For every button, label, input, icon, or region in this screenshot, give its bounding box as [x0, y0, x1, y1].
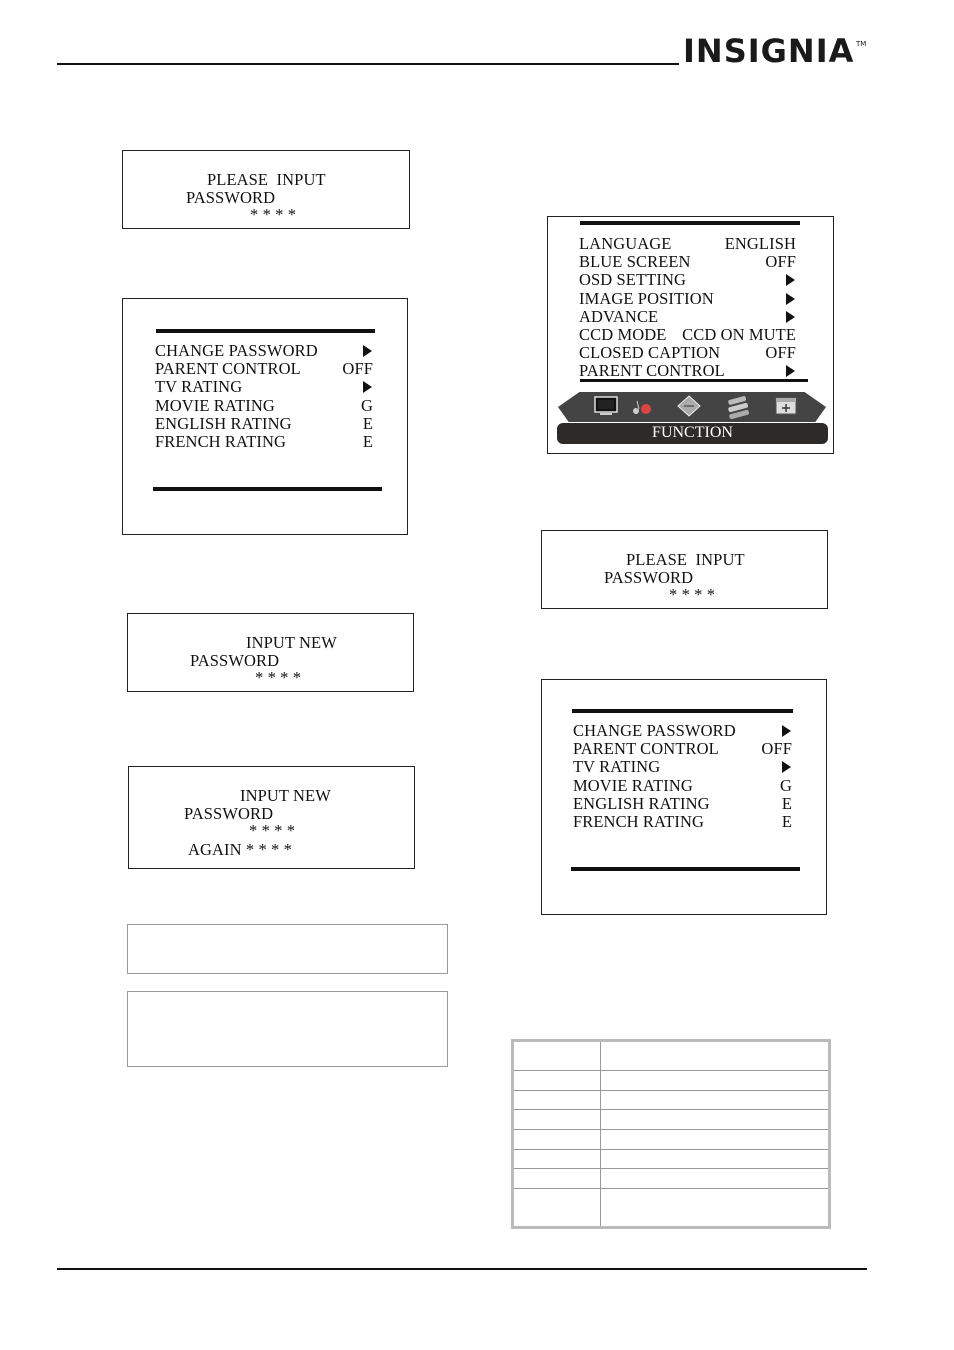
menu-item-label[interactable]: OSD SETTING [579, 270, 686, 290]
table-header-cell-1 [513, 1041, 601, 1071]
setup-icon [724, 395, 752, 419]
menu-item-value: ENGLISH [724, 234, 796, 253]
new-password-line1: INPUT NEW [246, 633, 337, 652]
menu-item-label[interactable]: TV RATING [155, 377, 243, 397]
menu-bottom-bar-right [571, 867, 800, 871]
menu-item-value: OFF [765, 252, 796, 272]
footer-rule [57, 1268, 867, 1270]
menu-item-label[interactable]: BLUE SCREEN [579, 252, 691, 272]
submenu-arrow-icon [782, 761, 791, 773]
menu-item-value: OFF [765, 343, 796, 363]
menu-top-bar-right [572, 709, 793, 713]
menu-item-label[interactable]: FRENCH RATING [155, 432, 287, 451]
menu-item-value: CCD ON MUTE [682, 325, 796, 344]
function-menu-top-bar [580, 221, 800, 225]
submenu-arrow-icon [363, 345, 372, 357]
password-stars-right: * * * * [669, 585, 716, 604]
menu-item-label[interactable]: TV RATING [573, 757, 661, 777]
table-row [513, 1188, 830, 1227]
menu-item-label[interactable]: MOVIE RATING [155, 395, 275, 415]
password-prompt-box-right [541, 530, 828, 609]
menu-item-label[interactable]: ADVANCE [579, 306, 659, 326]
insignia-logo: INSIGNIA [683, 32, 855, 70]
rating-table [511, 1039, 831, 1229]
menu-item-value: G [360, 395, 373, 415]
menu-item-label[interactable]: LANGUAGE [579, 234, 672, 253]
clock-icon [676, 394, 702, 418]
menu-item-value: OFF [761, 739, 792, 759]
menu-item-label[interactable]: CLOSED CAPTION [579, 343, 721, 363]
confirm-password-box [128, 766, 415, 869]
new-password-line2: PASSWORD [190, 651, 280, 670]
password-prompt-line2: PASSWORD [186, 188, 276, 207]
menu-item-value: E [362, 413, 373, 433]
menu-item-label[interactable]: CHANGE PASSWORD [155, 341, 318, 360]
table-row [513, 1149, 830, 1169]
table-row [513, 1169, 830, 1189]
new-password-box [127, 613, 414, 692]
trademark-mark: TM [856, 40, 867, 48]
new-password-stars: * * * * [255, 668, 302, 687]
confirm-password-stars: * * * * [249, 821, 296, 840]
menu-item-label[interactable]: ENGLISH RATING [573, 793, 710, 813]
confirm-password-again: AGAIN * * * * [188, 840, 292, 859]
menu-item-label[interactable]: CCD MODE [579, 325, 667, 344]
password-prompt-box-left [122, 150, 410, 229]
table-row [513, 1090, 830, 1110]
menu-item-value: E [362, 432, 373, 451]
table-row [513, 1129, 830, 1149]
menu-item-label[interactable]: FRENCH RATING [573, 812, 705, 831]
menu-item-value: E [781, 793, 792, 813]
menu-item-label[interactable]: MOVIE RATING [573, 775, 693, 795]
table-row [513, 1071, 830, 1091]
sound-icon [628, 397, 656, 417]
menu-bottom-bar [153, 487, 382, 491]
submenu-arrow-icon [782, 725, 791, 737]
confirm-password-line1: INPUT NEW [240, 786, 331, 805]
password-prompt-line2-right: PASSWORD [604, 568, 694, 587]
tv-icon [592, 395, 620, 417]
password-stars: * * * * [250, 205, 297, 224]
menu-item-label[interactable]: ENGLISH RATING [155, 413, 292, 433]
menu-item-label[interactable]: PARENT CONTROL [155, 359, 301, 379]
confirm-password-line2: PASSWORD [184, 804, 274, 823]
submenu-arrow-icon [363, 381, 372, 393]
empty-note-box-2 [127, 991, 448, 1067]
submenu-arrow-icon [786, 274, 795, 286]
menu-item-label[interactable]: IMAGE POSITION [579, 288, 714, 308]
channel-icon [772, 395, 800, 419]
function-footer-bar: FUNCTION [557, 423, 828, 444]
password-prompt-line1: PLEASE INPUT [207, 170, 326, 189]
menu-item-label[interactable]: CHANGE PASSWORD [573, 721, 736, 740]
submenu-arrow-icon [786, 311, 795, 323]
menu-item-label[interactable]: PARENT CONTROL [573, 739, 719, 759]
password-prompt-line1-right: PLEASE INPUT [626, 550, 745, 569]
menu-item-value: E [781, 812, 792, 831]
menu-top-bar [156, 329, 375, 333]
empty-note-box-1 [127, 924, 448, 974]
header-rule [57, 63, 679, 65]
submenu-arrow-icon [786, 293, 795, 305]
menu-item-value: OFF [342, 359, 373, 379]
table-header-cell-2 [601, 1041, 830, 1071]
submenu-arrow-icon [786, 365, 795, 377]
menu-item-value: G [779, 775, 792, 795]
menu-item-label[interactable]: PARENT CONTROL [579, 361, 725, 381]
table-row [513, 1110, 830, 1130]
